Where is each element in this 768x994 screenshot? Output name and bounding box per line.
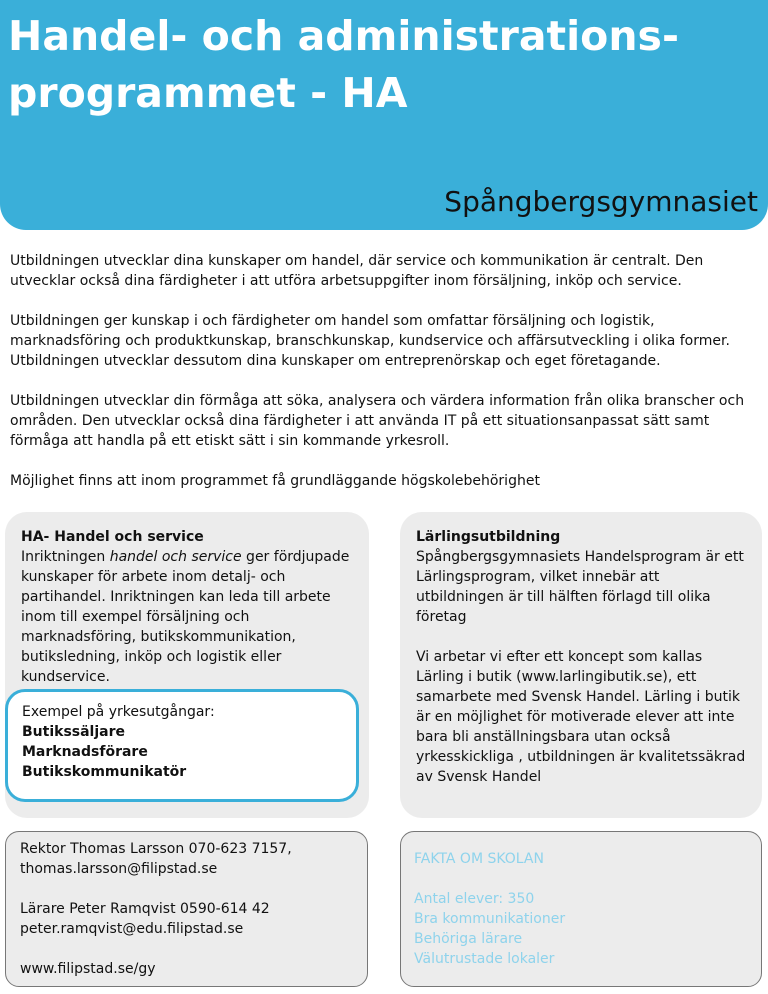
intro-text [10, 251, 762, 511]
website-link[interactable]: www.filipstad.se/gy [20, 961, 156, 977]
rektor-email[interactable]: thomas.larsson@filipstad.se [20, 861, 218, 877]
spacer [414, 869, 748, 889]
career-item: Butikssäljare [22, 724, 125, 740]
page-title [8, 8, 768, 122]
spacer [416, 627, 750, 647]
intro-paragraph-4: Möjlighet finns att inom programmet få grundläggande högskolebehörighet [10, 473, 540, 489]
title-line-1: Handel- och administrations- [8, 12, 679, 60]
careers-label: Exempel på yrkesutgångar: [22, 704, 215, 720]
fakta-item: Antal elever: 350 [414, 891, 535, 907]
school-name: Spångbergsgymnasiet [444, 185, 758, 218]
fakta-item: Behöriga lärare [414, 931, 523, 947]
larlings-paragraph-2: Vi arbetar vi efter ett koncept som kallas Lärling i butik (www.larlingibutik.se), ett samarbete med Svensk Handel. Lärling i butik är en möjlighet för motiverade elever att inte bara bli anställningsbara utan också yrkesskickliga , utbildningen är kvalitetssäkrad av Svensk Handel [416, 649, 746, 785]
career-item: Marknadsförare [22, 744, 148, 760]
spacer [20, 879, 353, 899]
fakta-item: Välutrustade lokaler [414, 951, 555, 967]
intro-paragraph-2: Utbildningen ger kunskap i och färdigheter om handel som omfattar försäljning och logistik, marknadsföring och produktkunskap, branschkunskap, kundservice och affärsutveckling i olika former. Utbildningen utvecklar dessutom dina kunskaper om entreprenörskap och eget företagande. [10, 313, 730, 369]
rektor-contact: Rektor Thomas Larsson 070-623 7157, [20, 841, 292, 857]
spacer [20, 939, 353, 959]
larare-email[interactable]: peter.ramqvist@edu.filipstad.se [20, 921, 244, 937]
larlings-title: Lärlingsutbildning [416, 529, 561, 545]
intro-paragraph-3: Utbildningen utvecklar din förmåga att söka, analysera och värdera information från olika branscher och områden. Den utvecklar också dina färdigheter i att använda IT på ett situationsanpassat sätt samt förmåga att handla på ett etiskt sätt i sin kommande yrkesroll. [10, 393, 745, 449]
handel-service-text [21, 547, 355, 687]
larlings-card [400, 512, 762, 818]
larlings-paragraph-1: Spångbergsgymnasiets Handelsprogram är ett Lärlingsprogram, vilket innebär att utbildningen är till hälften förlagd till olika företag [416, 549, 744, 625]
handel-service-text-end: ger fördjupade kunskaper för arbete inom detalj- och partihandel. Inriktningen kan leda till arbete inom till exempel försäljning och marknadsföring, butikskommunikation, butiksledning, inköp och logistik eller kundservice. [21, 549, 350, 685]
fakta-item: Bra kommunikationer [414, 911, 566, 927]
header-banner [0, 0, 768, 230]
fakta-box [400, 831, 762, 987]
handel-service-text-start: Inriktningen [21, 549, 110, 565]
larare-contact: Lärare Peter Ramqvist 0590-614 42 [20, 901, 270, 917]
handel-service-title: HA- Handel och service [21, 529, 204, 545]
handel-service-italic: handel och service [109, 549, 242, 565]
fakta-title: FAKTA OM SKOLAN [414, 851, 544, 867]
careers-box [5, 689, 359, 802]
contact-box [5, 831, 368, 987]
career-item: Butikskommunikatör [22, 764, 187, 780]
intro-paragraph-1: Utbildningen utvecklar dina kunskaper om handel, där service och kommunikation är centralt. Den utvecklar också dina färdigheter i att utföra arbetsuppgifter inom försäljning, inköp och service. [10, 253, 704, 289]
title-line-2: programmet - HA [8, 69, 408, 117]
